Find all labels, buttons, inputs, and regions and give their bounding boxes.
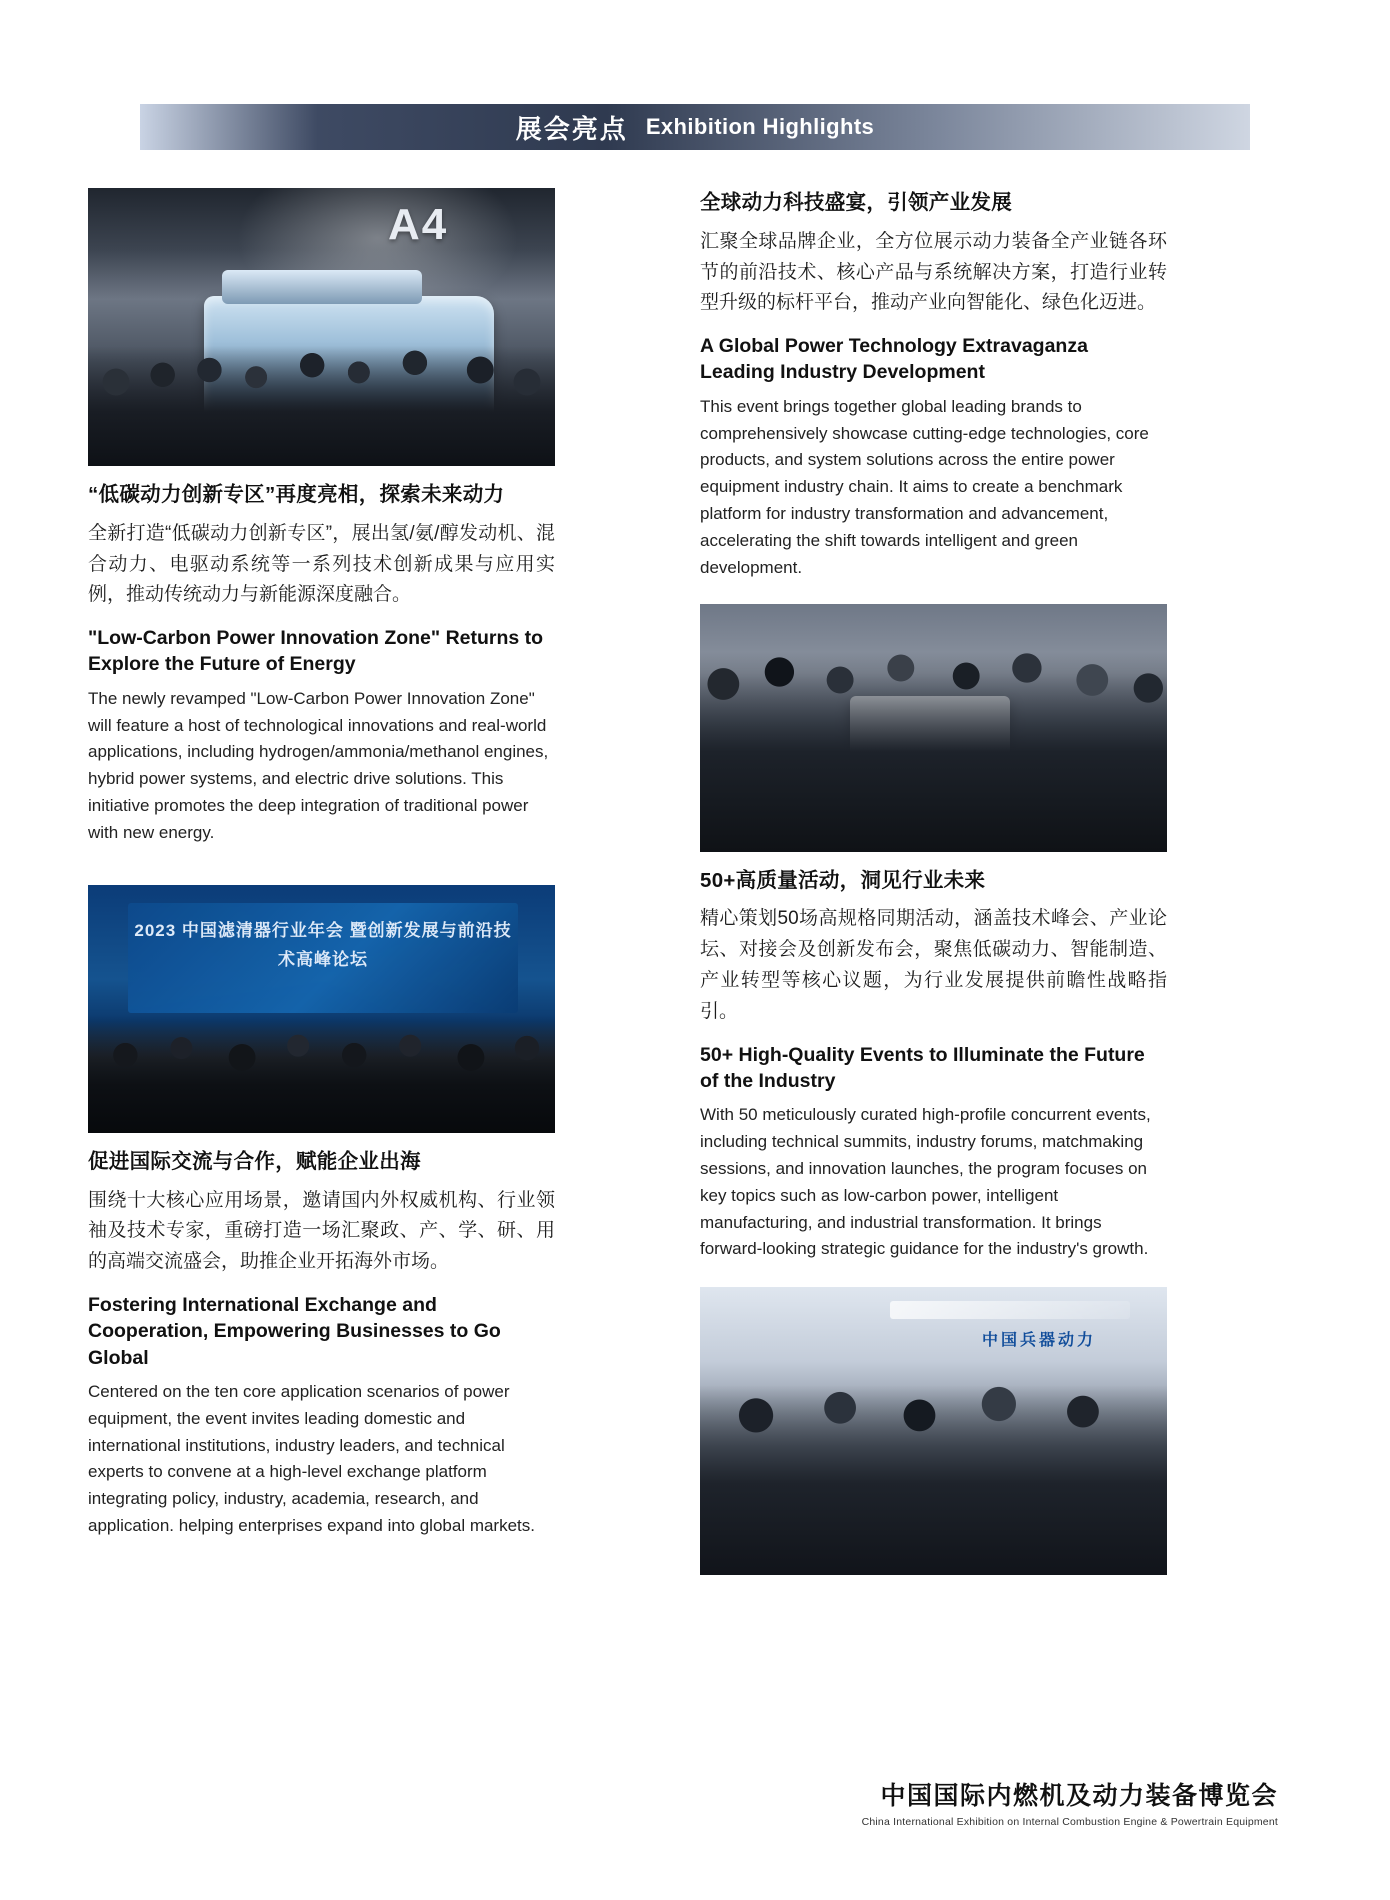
left-section2-body-cn: 围绕十大核心应用场景，邀请国内外权威机构、行业领袖及技术专家，重磅打造一场汇聚政、产、学、研、用的高端交流盛会，助推企业开拓海外市场。: [88, 1189, 555, 1273]
booth-sign-text: 中国兵器动力: [981, 1332, 1096, 1350]
right-section2-heading-cn: 50+高质量活动，洞见行业未来: [700, 868, 986, 892]
photo-booth-visitors: [700, 1287, 1167, 1575]
right-section1-heading-en: A Global Power Technology Extravaganza Leading Industry Development: [700, 335, 1088, 384]
booth-banner: [890, 1301, 1130, 1319]
visitor-silhouettes: [700, 652, 1167, 852]
right-section1-body-cn: 汇聚全球品牌企业，全方位展示动力装备全产业链各环节的前沿技术、核心产品与系统解决方案，打造行业转型升级的标杆平台，推动产业向智能化、绿色化迈进。: [700, 230, 1167, 314]
right-section1-body-en: This event brings together global leading brands to comprehensively showcase cutting-edge technologies, core products, and system solutions across the entire power equipment industry chain. It aims to create a benchmark platform for industry transformation and advancement, accelerating the shift towards intelligent and green development.: [700, 396, 1149, 577]
left-column: [88, 188, 555, 1550]
footer-name-cn: 中国国际内燃机及动力装备博览会: [880, 1782, 1278, 1810]
right-section1-heading-cn: 全球动力科技盛宴，引领产业发展: [700, 191, 1012, 214]
left-section1-heading-cn: “低碳动力创新专区”再度亮相，探索未来动力: [88, 483, 505, 506]
banner-title-cn: 展会亮点: [515, 113, 628, 144]
right-section2-body-cn: 精心策划50场高规格同期活动，涵盖技术峰会、产业论坛、对接会及创新发布会，聚焦低碳动力、智能制造、产业转型等核心议题，为行业发展提供前瞻性战略指引。: [700, 908, 1167, 1022]
photo-engine-exhibit: [88, 188, 555, 466]
left-section2-heading-cn: 促进国际交流与合作，赋能企业出海: [88, 1149, 421, 1173]
left-section1-heading-en: "Low-Carbon Power Innovation Zone" Returns to Explore the Future of Energy: [88, 627, 544, 676]
audience-silhouettes: [88, 1015, 555, 1133]
photo-conference-forum: [88, 885, 555, 1133]
right-section2-body-en: With 50 meticulously curated high-profile concurrent events, including technical summits, industry forums, matchmaking sessions, and innovation launches, the program focuses on key topics such as low-carbon power, intelligent manufacturing, and industrial transformation. It brings forward-looking strategic guidance for the industry's growth.: [700, 1105, 1151, 1259]
right-section2-heading-en: 50+ High-Quality Events to Illuminate the Future of the Industry: [700, 1043, 1145, 1092]
footer-name-en: China International Exhibition on Internal Combustion Engine & Powertrain Equipment: [861, 1816, 1278, 1828]
stage-screen-text: 2023 中国滤清器行业年会 暨创新发展与前沿技术高峰论坛: [128, 903, 518, 1013]
left-section1-body-cn: 全新打造“低碳动力创新专区”，展出氢/氨/醇发动机、混合动力、电驱动系统等一系列技术创新成果与应用实例，推动传统动力与新能源深度融合。: [88, 522, 555, 606]
photo-visitors-machine: [700, 604, 1167, 852]
crowd-silhouettes: [88, 346, 555, 466]
right-column: [700, 188, 1167, 1585]
footer-logo: [862, 1776, 1278, 1828]
left-section1-body-en: The newly revamped "Low-Carbon Power Innovation Zone" will feature a host of technological innovations and real-world applications, including hydrogen/ammonia/methanol engines, hybrid power systems, and electric drive solutions. This initiative promotes the deep integration of traditional power with new energy.: [88, 688, 549, 842]
hall-sign-a4: A4: [388, 200, 449, 249]
booth-visitor-silhouettes: [700, 1385, 1167, 1575]
left-section2-body-en: Centered on the ten core application scenarios of power equipment, the event invites leading domestic and international institutions, industry leaders, and technical experts to convene at a high-level exchange platform integrating policy, industry, academia, research, and application. helping enterprises expand into global markets.: [88, 1381, 535, 1536]
page-header-banner: [140, 104, 1250, 150]
banner-title-en: Exhibition Highlights: [645, 114, 875, 139]
left-section2-heading-en: Fostering International Exchange and Cooperation, Empowering Businesses to Go Global: [88, 1293, 501, 1369]
